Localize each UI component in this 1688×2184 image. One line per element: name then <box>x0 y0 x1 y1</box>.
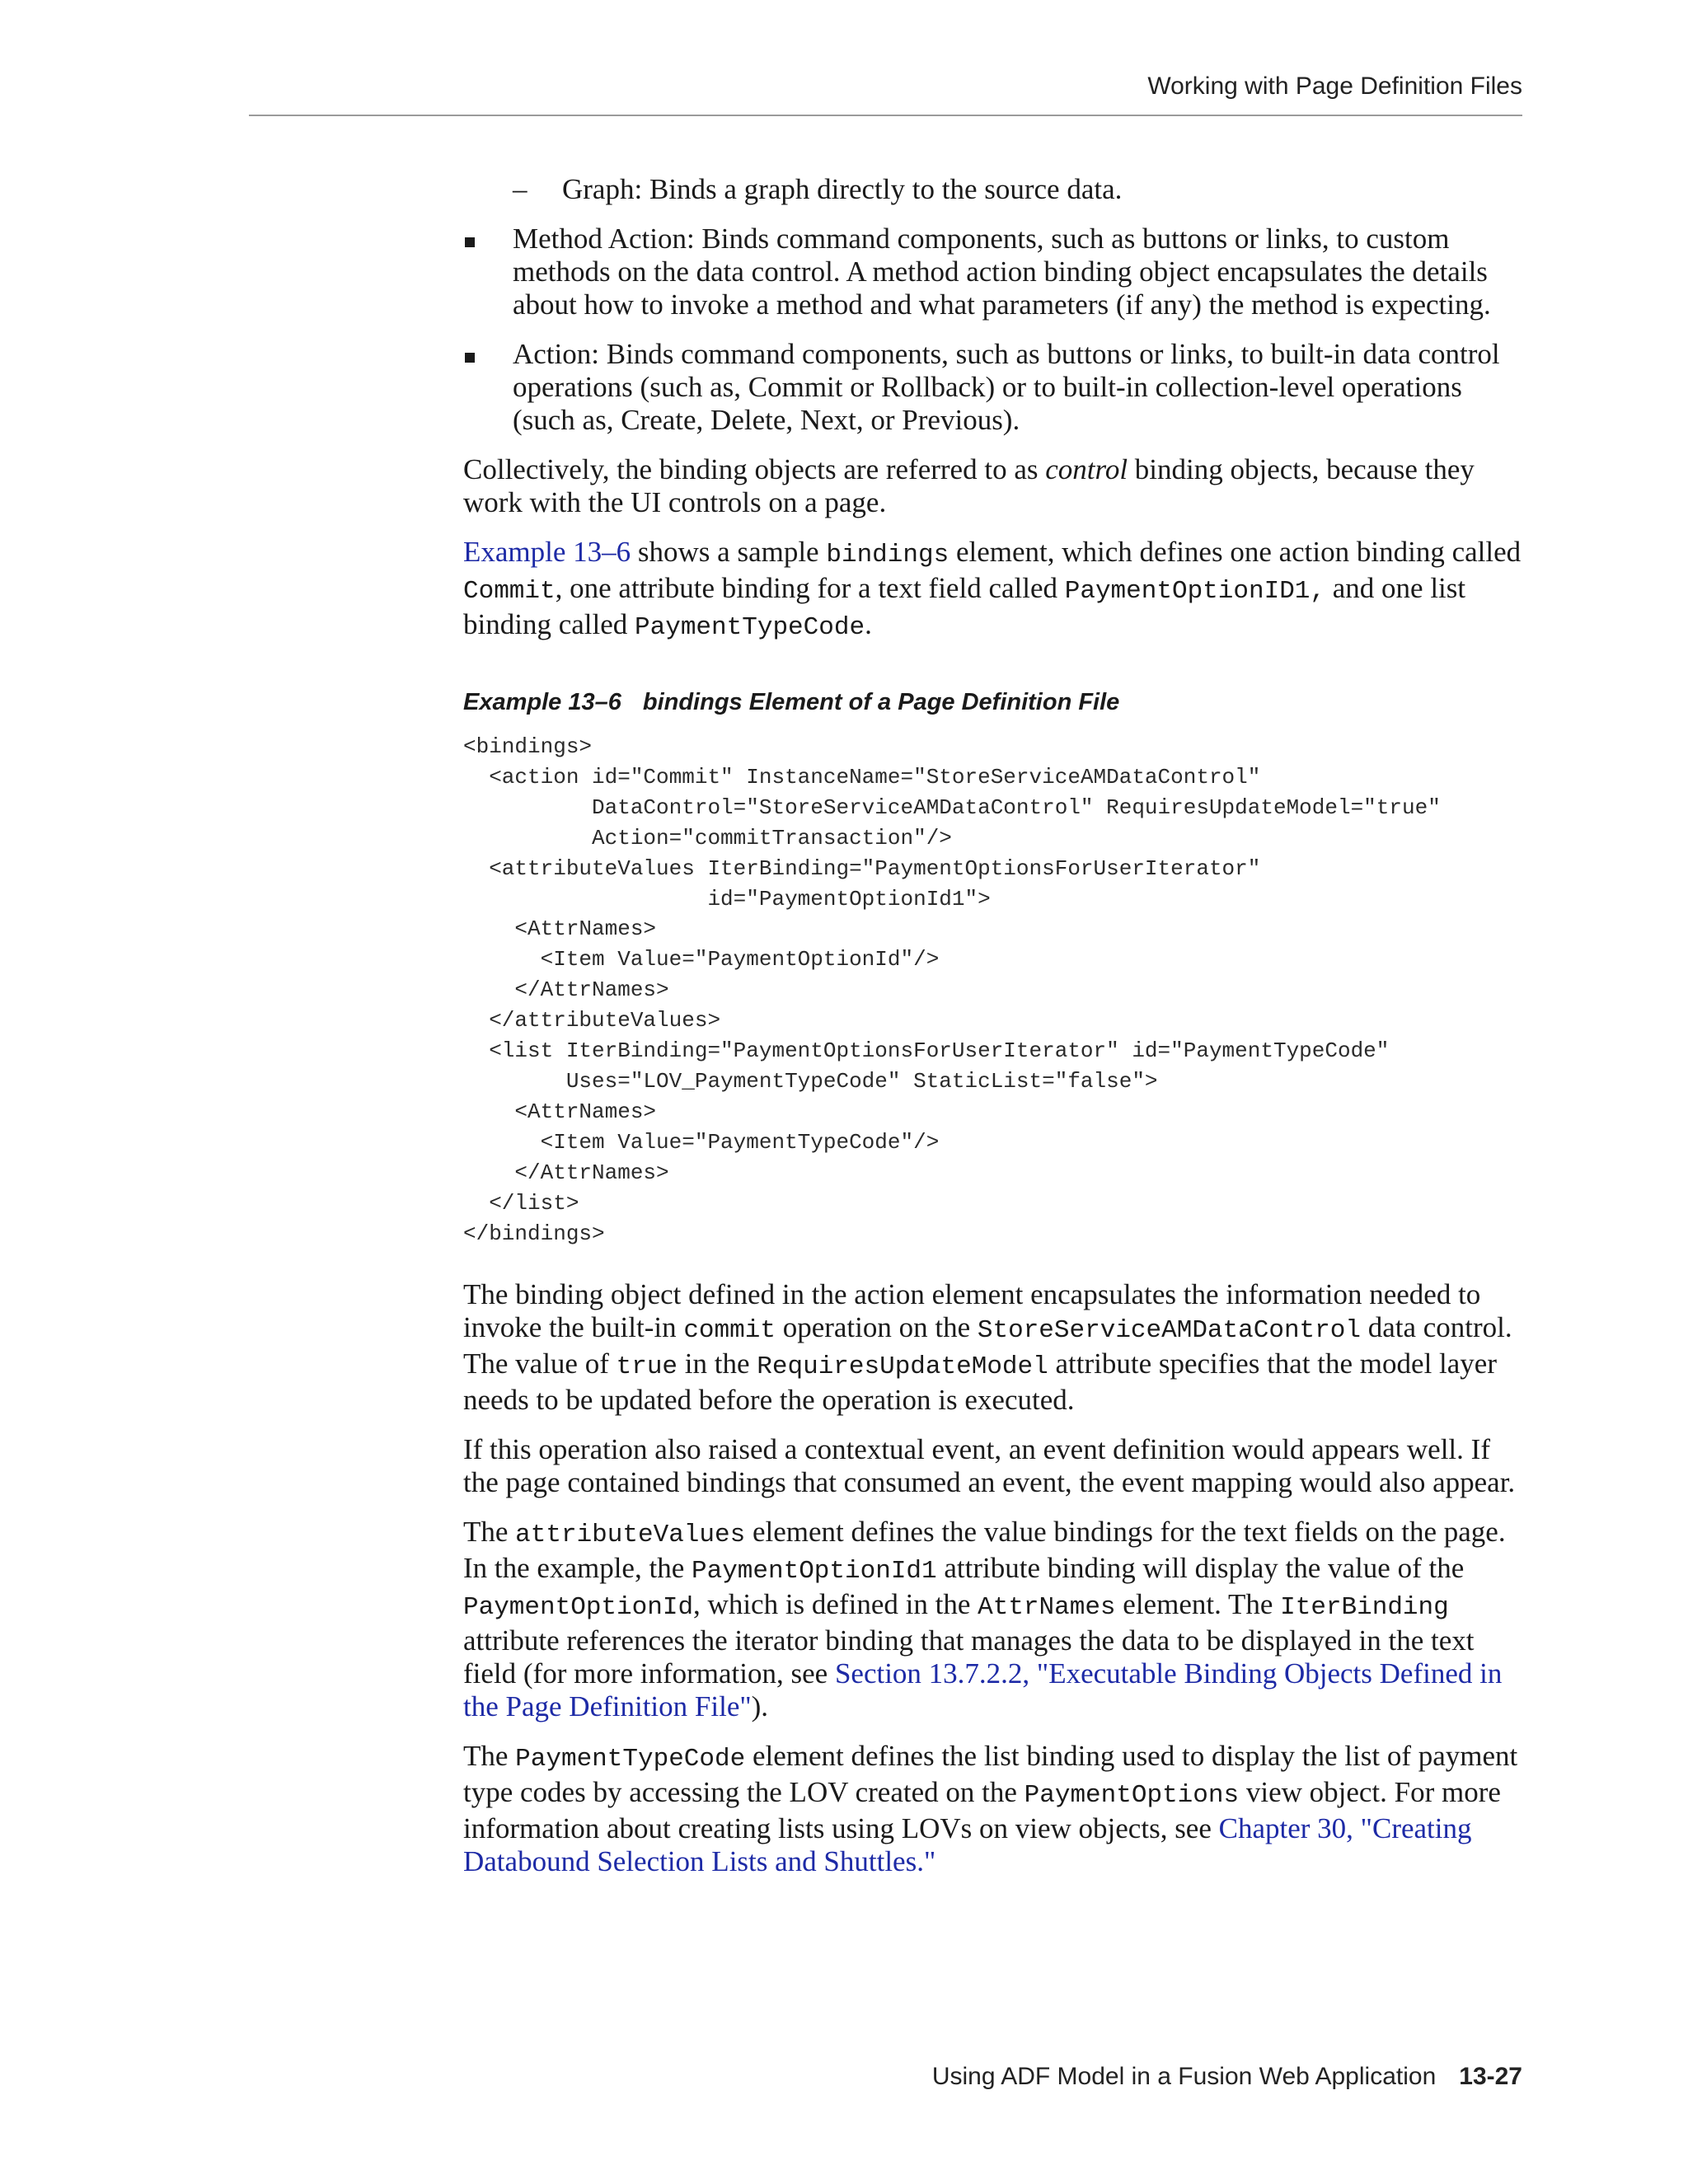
paragraph-example-intro: Example 13–6 shows a sample bindings element, which defines one action binding called Commit, one attribute binding for a text field called PaymentOptionID1, and one list binding called PaymentTypeCode. <box>463 536 1522 642</box>
code-inline: StoreServiceAMDataControl <box>977 1316 1361 1346</box>
code-inline: IterBinding <box>1280 1593 1449 1623</box>
example-caption <box>463 687 1526 717</box>
code-inline: PaymentOptionId1 <box>691 1557 937 1586</box>
square-bullet-icon <box>465 353 475 363</box>
example-link[interactable]: Example 13–6 <box>463 536 631 568</box>
code-inline: PaymentTypeCode <box>635 613 865 642</box>
running-header: Working with Page Definition Files <box>1147 73 1522 100</box>
book-title: Using ADF Model in a Fusion Web Application <box>931 2063 1437 2090</box>
dash-marker: – <box>513 173 528 205</box>
code-inline: commit <box>683 1316 776 1346</box>
page-body <box>463 173 1526 1895</box>
list-item-action <box>463 338 1526 437</box>
page-number: 13-27 <box>1459 2063 1522 2090</box>
paragraph-action-binding: The binding object defined in the action element encapsulates the information needed to invoke the built-in commit operation on the StoreServiceAMDataControl data control. The value of true in the RequiresUpdateModel attribute specifies that the model layer needs to be updated before the operation is executed. <box>463 1278 1512 1417</box>
code-inline: PaymentOptionId <box>463 1593 694 1623</box>
code-inline: AttrNames <box>978 1593 1116 1623</box>
sub-list-item-graph <box>463 173 1526 206</box>
code-inline: bindings <box>826 541 950 569</box>
code-inline: PaymentOptionID1, <box>1064 577 1326 606</box>
square-bullet-icon <box>465 237 475 247</box>
chapter-link[interactable]: Chapter 30, "Creating Databound Selection Lists and Shuttles." <box>463 1812 1472 1878</box>
code-inline: PaymentTypeCode <box>515 1745 746 1774</box>
paragraph-payment-type-code: The PaymentTypeCode element defines the list binding used to display the list of payment type codes by accessing the LOV created on the PaymentOptions view object. For more information about creating lists using LOVs on view objects, see Chapter 30, "Creating Databound Selection Lists and Shuttles." <box>463 1740 1518 1878</box>
code-inline: attributeValues <box>515 1521 746 1550</box>
page-footer <box>932 2063 1522 2091</box>
method-action-text: Method Action: Binds command components, such as buttons or links, to custom methods on the data control. A method action binding object encapsulates the details about how to invoke a method and what parameters (if any) the method is expecting. <box>513 223 1491 321</box>
code-inline: PaymentOptions <box>1024 1781 1240 1811</box>
code-inline: Commit <box>463 577 556 606</box>
paragraph-collectively: Collectively, the binding objects are referred to as control binding objects, because they work with the UI controls on a page. <box>463 453 1475 518</box>
code-block: <bindings> <action id="Commit" InstanceName="StoreServiceAMDataControl" DataControl="StoreServiceAMDataControl" RequiresUpdateModel="true" Action="commitTransaction"/> <attributeValues IterBinding="PaymentOptionsForUserIterator" id="PaymentOptionId1"> <AttrNames> <Item Value="PaymentOptionId"/> </AttrNames> </attributeValues> <list IterBinding="PaymentOptionsForUserIterator" id="PaymentTypeCode" Uses="LOV_PaymentTypeCode" StaticList="false"> <AttrNames> <Item Value="PaymentTypeCode"/> </AttrNames> </list> </bindings> <box>463 734 1441 1246</box>
example-number: Example 13–6 <box>463 689 621 715</box>
example-title-text: bindings Element of a Page Definition File <box>642 689 1120 715</box>
code-inline: RequiresUpdateModel <box>757 1352 1048 1382</box>
list-item-method-action <box>463 223 1526 321</box>
header-divider <box>249 115 1522 116</box>
emphasis-control: control <box>1045 453 1128 485</box>
code-inline: true <box>616 1352 678 1382</box>
paragraph-contextual-event: If this operation also raised a contextual event, an event definition would appears well. If the page contained bindings that consumed an event, the event mapping would also appear. <box>463 1433 1516 1499</box>
section-link[interactable]: Section 13.7.2.2, "Executable Binding Objects Defined in the Page Definition File" <box>463 1657 1503 1723</box>
paragraph-attribute-values: The attributeValues element defines the value bindings for the text fields on the page. In the example, the PaymentOptionId1 attribute binding will display the value of the PaymentOptionId, which is defined in the AttrNames element. The IterBinding attribute references the iterator binding that manages the data to be displayed in the text field (for more information, see Section 13.7.2.2, "Executable Binding Objects Defined in the Page Definition File"). <box>463 1516 1506 1723</box>
graph-item-text: Graph: Binds a graph directly to the source data. <box>562 173 1123 205</box>
action-text: Action: Binds command components, such as buttons or links, to built-in data control operations (such as, Commit or Rollback) or to built-in collection-level operations (such as, Create, Delete, Next, or Previous). <box>513 338 1500 436</box>
